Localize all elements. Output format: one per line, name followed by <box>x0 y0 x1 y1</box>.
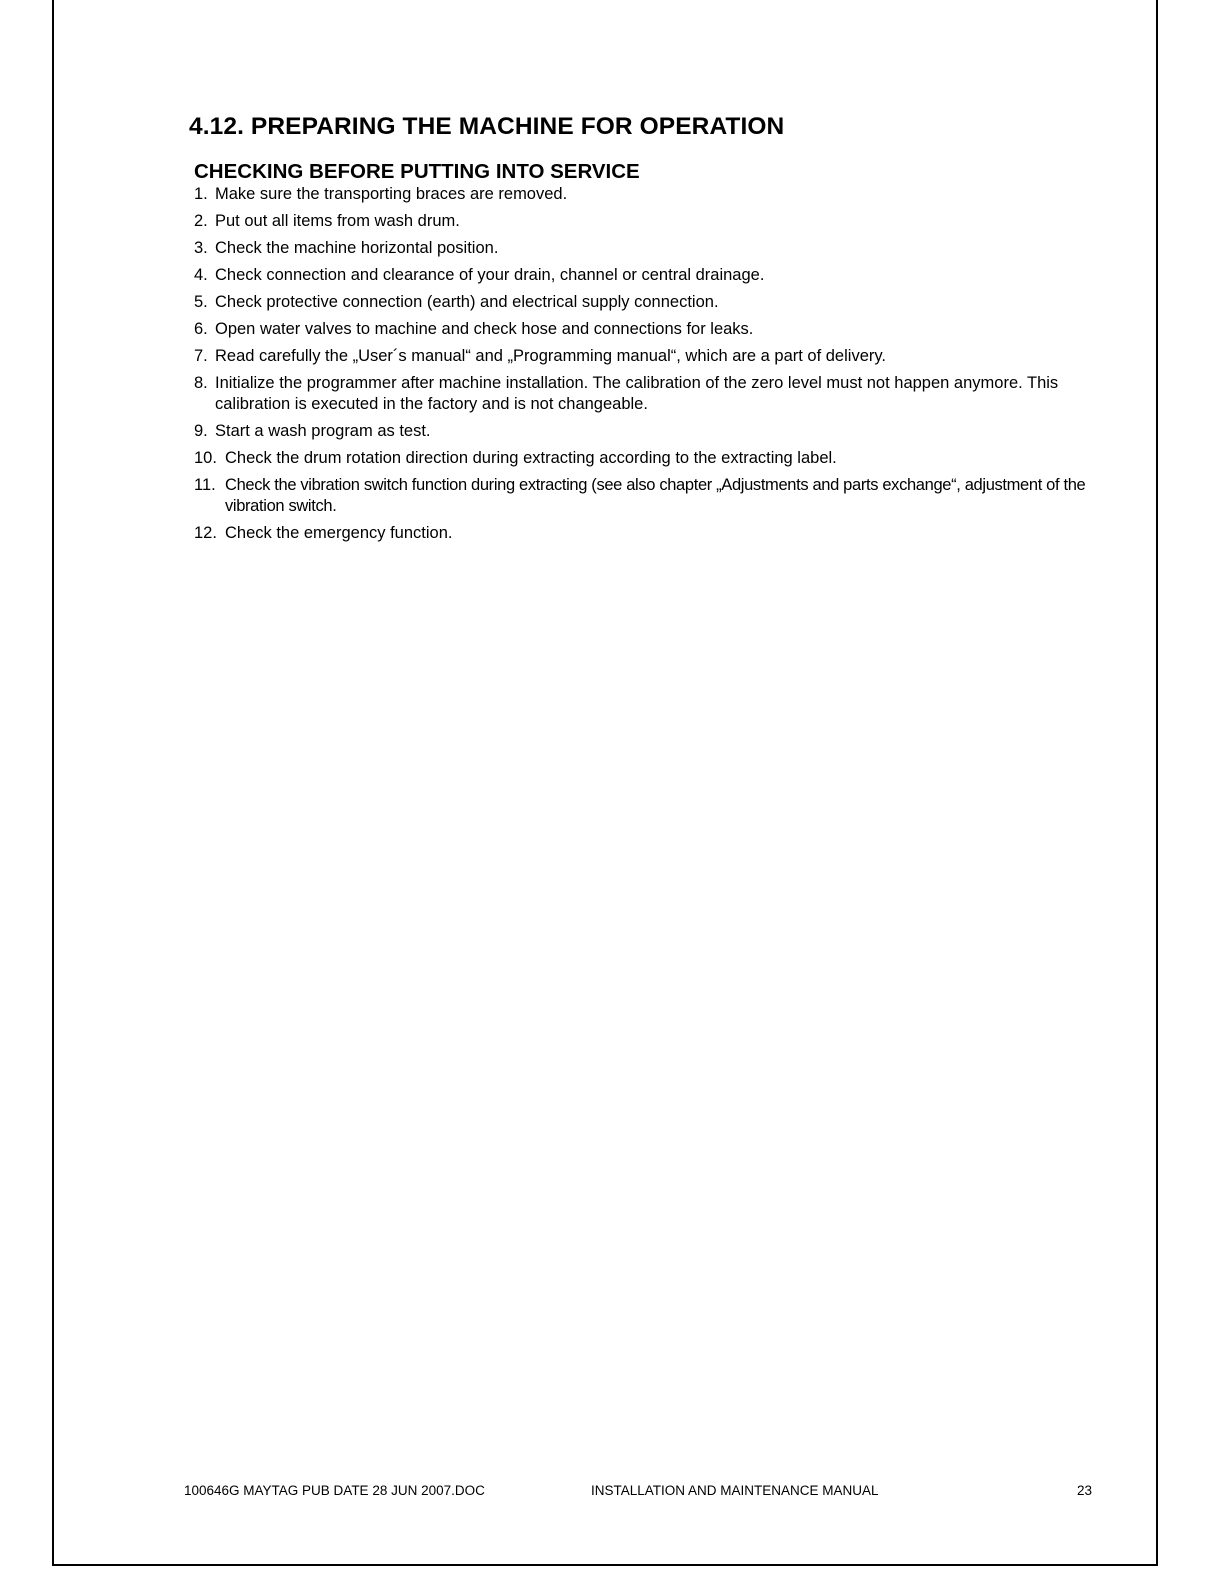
list-item <box>189 373 1089 415</box>
step-number: 2. <box>194 212 208 230</box>
step-text: Start a wash program as test. <box>215 422 431 440</box>
checklist <box>189 184 1089 544</box>
list-item <box>189 523 1089 544</box>
list-item <box>189 346 1089 367</box>
step-text: Check connection and clearance of your drain, channel or central drainage. <box>215 266 765 284</box>
step-text: Make sure the transporting braces are removed. <box>215 185 568 203</box>
step-number: 6. <box>194 320 208 338</box>
list-item <box>189 475 1089 517</box>
list-item <box>189 448 1089 469</box>
step-text: Check the emergency function. <box>225 524 453 542</box>
section-title: 4.12. PREPARING THE MACHINE FOR OPERATION <box>189 113 785 140</box>
step-text: Check protective connection (earth) and electrical supply connection. <box>215 293 719 311</box>
footer-doc-id: 100646G MAYTAG PUB DATE 28 JUN 2007.DOC <box>184 1483 485 1498</box>
step-number: 5. <box>194 293 208 311</box>
step-text: Read carefully the „User´s manual“ and „Programming manual“, which are a part of delivery. <box>215 347 886 365</box>
step-text: Open water valves to machine and check hose and connections for leaks. <box>215 320 754 338</box>
step-number: 9. <box>194 422 208 440</box>
step-number: 10. <box>194 449 217 467</box>
list-item <box>189 319 1089 340</box>
document-body <box>189 112 1089 550</box>
step-text: Check the drum rotation direction during extracting according to the extracting label. <box>225 449 837 467</box>
step-number: 8. <box>194 374 208 392</box>
step-number: 11. <box>194 476 216 494</box>
step-text: Put out all items from wash drum. <box>215 212 460 230</box>
list-item <box>189 184 1089 205</box>
step-number: 3. <box>194 239 208 257</box>
step-text: Check the machine horizontal position. <box>215 239 499 257</box>
step-text: Check the vibration switch function during extracting (see also chapter „Adjustments and parts exchange“, adjustment of the vibration switch. <box>225 476 1086 515</box>
list-item <box>189 211 1089 232</box>
footer-manual-title: INSTALLATION AND MAINTENANCE MANUAL <box>591 1483 879 1498</box>
step-number: 4. <box>194 266 208 284</box>
step-number: 12. <box>194 524 217 542</box>
list-item <box>189 265 1089 286</box>
footer-page-number: 23 <box>1077 1483 1093 1498</box>
list-item <box>189 238 1089 259</box>
step-text: Initialize the programmer after machine installation. The calibration of the zero level must not happen anymore. This calibration is executed in the factory and is not changeable. <box>215 374 1059 413</box>
step-number: 1. <box>194 185 208 203</box>
subsection-title: CHECKING BEFORE PUTTING INTO SERVICE <box>194 160 640 183</box>
list-item <box>189 421 1089 442</box>
step-number: 7. <box>194 347 208 365</box>
list-item <box>189 292 1089 313</box>
